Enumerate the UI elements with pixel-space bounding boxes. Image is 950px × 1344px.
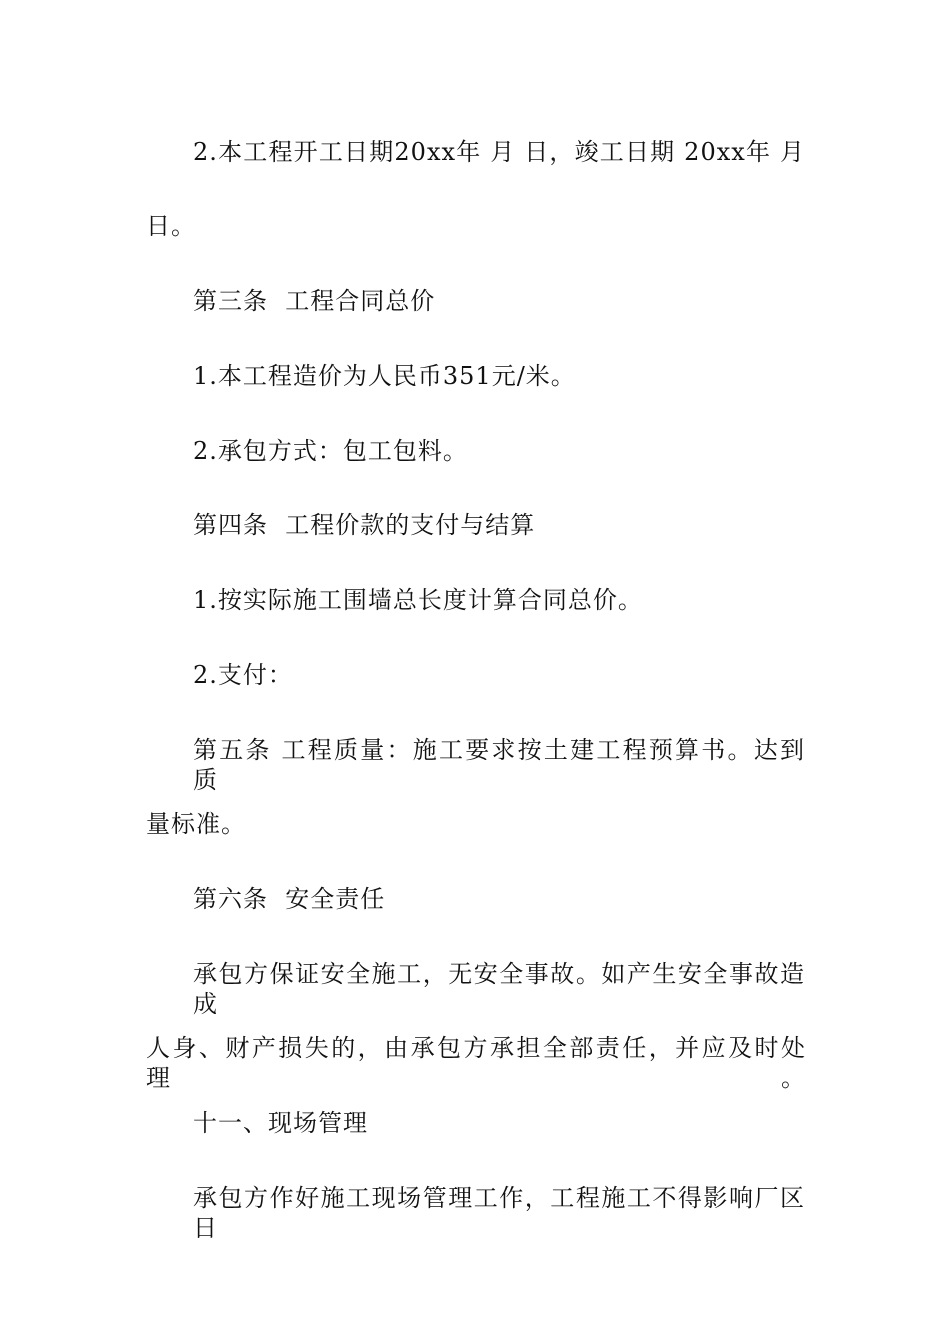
text-line: 1.按实际施工围墙总长度计算合同总价。 bbox=[193, 586, 643, 614]
section-heading: 十一、现场管理 bbox=[193, 1109, 368, 1137]
text-line: 2.承包方式：包工包料。 bbox=[193, 437, 468, 465]
section-heading: 第五条 工程质量：施工要求按土建工程预算书。达到 质 bbox=[193, 736, 805, 794]
text-line: 2.本工程开工日期20xx年 月 日，竣工日期 20xx年 月 bbox=[193, 138, 805, 166]
text-line: 日。 bbox=[146, 212, 196, 240]
section-heading: 第六条 安全责任 bbox=[193, 885, 386, 913]
text-line: 承包方保证安全施工，无安全事故。如产生安全事故造成 bbox=[193, 960, 805, 1018]
section-heading: 第三条 工程合同总价 bbox=[193, 287, 436, 315]
text-line: 2.支付： bbox=[193, 661, 293, 689]
text-line: 承包方作好施工现场管理工作，工程施工不得影响厂区日 bbox=[193, 1184, 805, 1242]
section-heading: 第四条 工程价款的支付与结算 bbox=[193, 511, 536, 539]
text-line: 1.本工程造价为人民币351元/米。 bbox=[193, 362, 576, 390]
text-line: 量标准。 bbox=[146, 810, 246, 838]
text-line: 人身、财产损失的，由承包方承担全部责任，并应及时处理。 bbox=[146, 1034, 806, 1092]
